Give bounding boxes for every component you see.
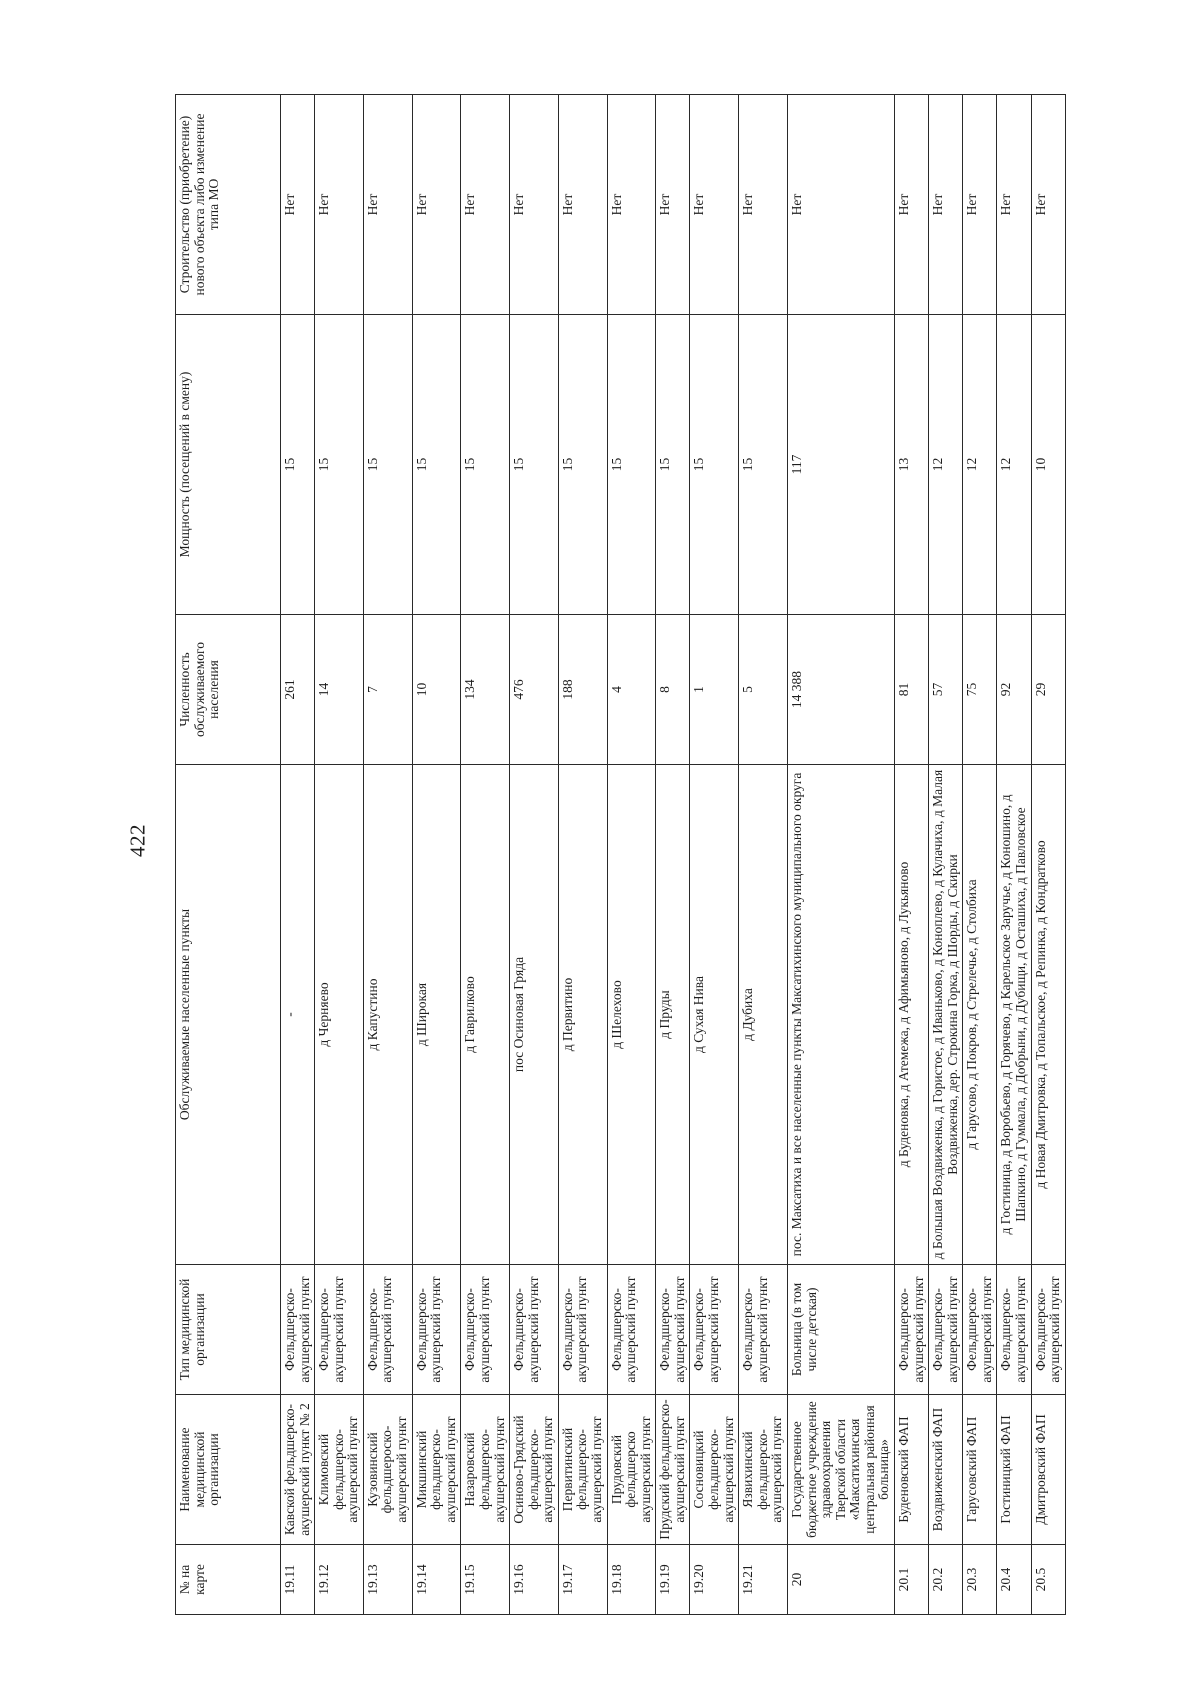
cell-construction: Нет (363, 95, 412, 315)
cell-org-name: Государственное бюджетное учреждение здравоохранения Тверской области «Максатихинская центральная районная больница» (787, 1395, 894, 1545)
cell-construction: Нет (315, 95, 364, 315)
cell-served-places: пос. Максатиха и все населенные пункты Максатихинского муниципального округа (787, 765, 894, 1265)
header-served-places: Обслуживаемые населенные пункты (176, 765, 281, 1265)
cell-capacity: 12 (997, 315, 1031, 615)
cell-population: 92 (997, 615, 1031, 765)
cell-served-places: д Первитино (558, 765, 607, 1265)
cell-construction: Нет (412, 95, 461, 315)
cell-construction: Нет (690, 95, 739, 315)
cell-org-name: Прудовский фельдшерско акушерский пункт (607, 1395, 656, 1545)
cell-org-type: Больница (в том числе детская) (787, 1265, 894, 1395)
cell-capacity: 15 (461, 315, 510, 615)
cell-construction: Нет (461, 95, 510, 315)
cell-construction: Нет (997, 95, 1031, 315)
cell-served-places: пос Осиновая Гряда (510, 765, 559, 1265)
cell-map-number: 20.3 (963, 1545, 997, 1615)
cell-org-type: Фельдшерско-акушерский пункт (607, 1265, 656, 1395)
cell-map-number: 19.19 (656, 1545, 690, 1615)
cell-capacity: 15 (281, 315, 315, 615)
header-org-name: Наименование медицинской организации (176, 1395, 281, 1545)
cell-construction: Нет (929, 95, 963, 315)
table-row (363, 95, 412, 1615)
table-row (656, 95, 690, 1615)
table-row (510, 95, 559, 1615)
cell-org-name: Сосновицкий фельдшерско-акушерский пункт (690, 1395, 739, 1545)
cell-served-places: д Широкая (412, 765, 461, 1265)
cell-capacity: 15 (739, 315, 788, 615)
cell-capacity: 15 (363, 315, 412, 615)
cell-served-places: д Буденовка, д Атемежа, д Афимьяново, д Лукьяново (894, 765, 928, 1265)
cell-capacity: 117 (787, 315, 894, 615)
cell-org-name: Кавской фельдшерско-акушерский пункт № 2 (281, 1395, 315, 1545)
cell-population: 7 (363, 615, 412, 765)
cell-map-number: 19.15 (461, 1545, 510, 1615)
cell-org-type: Фельдшерско-акушерский пункт (690, 1265, 739, 1395)
table-row (963, 95, 997, 1615)
cell-map-number: 19.14 (412, 1545, 461, 1615)
cell-served-places: д Сухая Нива (690, 765, 739, 1265)
table-row (558, 95, 607, 1615)
cell-org-type: Фельдшерско-акушерский пункт (315, 1265, 364, 1395)
table-row (739, 95, 788, 1615)
cell-org-name: Буденовский ФАП (894, 1395, 928, 1545)
cell-capacity: 12 (929, 315, 963, 615)
cell-served-places: д Гостиница, д Воробьево, д Горячево, д Карельское Заручье, д Коношино, д Шапкино, д Гуммала, д Добрыни, д Дубищи, д Осташиха, д Павловское (997, 765, 1031, 1265)
cell-served-places: д Дубиха (739, 765, 788, 1265)
cell-org-type: Фельдшерско-акушерский пункт (558, 1265, 607, 1395)
cell-org-type: Фельдшерско-акушерский пункт (739, 1265, 788, 1395)
table-row (997, 95, 1031, 1615)
table-row (607, 95, 656, 1615)
cell-population: 14 (315, 615, 364, 765)
table-row (412, 95, 461, 1615)
cell-org-type: Фельдшерско-акушерский пункт (656, 1265, 690, 1395)
cell-population: 29 (1031, 615, 1065, 765)
cell-capacity: 13 (894, 315, 928, 615)
table-row (1031, 95, 1065, 1615)
cell-map-number: 19.20 (690, 1545, 739, 1615)
cell-org-type: Фельдшерско-акушерский пункт (1031, 1265, 1065, 1395)
cell-map-number: 19.18 (607, 1545, 656, 1615)
cell-map-number: 19.11 (281, 1545, 315, 1615)
cell-org-type: Фельдшерско-акушерский пункт (963, 1265, 997, 1395)
cell-map-number: 20 (787, 1545, 894, 1615)
table-row (315, 95, 364, 1615)
cell-map-number: 19.16 (510, 1545, 559, 1615)
cell-population: 14 388 (787, 615, 894, 765)
cell-served-places: д Черняево (315, 765, 364, 1265)
cell-org-type: Фельдшерско-акушерский пункт (997, 1265, 1031, 1395)
cell-served-places: - (281, 765, 315, 1265)
cell-map-number: 20.1 (894, 1545, 928, 1615)
cell-org-name: Климовский фельдшерско-акушерский пункт (315, 1395, 364, 1545)
header-construction: Строительство (приобретение) нового объекта либо изменение типа МО (176, 95, 281, 315)
cell-org-type: Фельдшерско-акушерский пункт (929, 1265, 963, 1395)
cell-construction: Нет (894, 95, 928, 315)
cell-population: 10 (412, 615, 461, 765)
cell-map-number: 20.4 (997, 1545, 1031, 1615)
cell-served-places: д Новая Дмитровка, д Топальское, д Репинка, д Кондратково (1031, 765, 1065, 1265)
table-row (929, 95, 963, 1615)
cell-capacity: 15 (690, 315, 739, 615)
cell-population: 81 (894, 615, 928, 765)
cell-org-name: Воздвиженский ФАП (929, 1395, 963, 1545)
cell-construction: Нет (656, 95, 690, 315)
cell-capacity: 10 (1031, 315, 1065, 615)
facilities-table (175, 94, 1066, 1615)
cell-org-type: Фельдшерско-акушерский пункт (461, 1265, 510, 1395)
table-row (281, 95, 315, 1615)
cell-org-name: Язвихинский фельдшерско-акушерский пункт (739, 1395, 788, 1545)
cell-construction: Нет (607, 95, 656, 315)
cell-capacity: 12 (963, 315, 997, 615)
cell-population: 57 (929, 615, 963, 765)
cell-capacity: 15 (315, 315, 364, 615)
header-population: Численность обслуживаемого населения (176, 615, 281, 765)
cell-construction: Нет (1031, 95, 1065, 315)
cell-org-name: Первитинский фельдшерско-акушерский пункт (558, 1395, 607, 1545)
cell-org-type: Фельдшерско-акушерский пункт (894, 1265, 928, 1395)
header-map-number: № на карте (176, 1545, 281, 1615)
page-number: 422 (125, 824, 150, 857)
cell-org-name: Кузовинский фельдшероско-акушерский пункт (363, 1395, 412, 1545)
cell-population: 134 (461, 615, 510, 765)
cell-org-type: Фельдшерско-акушерский пункт (363, 1265, 412, 1395)
cell-served-places: д Пруды (656, 765, 690, 1265)
cell-population: 188 (558, 615, 607, 765)
cell-capacity: 15 (510, 315, 559, 615)
cell-construction: Нет (558, 95, 607, 315)
cell-served-places: д Гарусово, д Покров, д Стрелечье, д Столбиха (963, 765, 997, 1265)
cell-population: 1 (690, 615, 739, 765)
table-header-row (176, 95, 281, 1615)
cell-org-name: Назаровский фельдшерско-акушерский пункт (461, 1395, 510, 1545)
rotated-table-container (175, 95, 1063, 1615)
cell-org-name: Прудский фельдшерско-акушерский пункт (656, 1395, 690, 1545)
cell-population: 5 (739, 615, 788, 765)
cell-org-type: Фельдшерско-акушерский пункт (510, 1265, 559, 1395)
table-row (894, 95, 928, 1615)
header-org-type: Тип медицинской организации (176, 1265, 281, 1395)
cell-construction: Нет (787, 95, 894, 315)
cell-capacity: 15 (656, 315, 690, 615)
cell-org-type: Фельдшерско-акушерский пункт (412, 1265, 461, 1395)
cell-map-number: 20.2 (929, 1545, 963, 1615)
cell-capacity: 15 (412, 315, 461, 615)
cell-construction: Нет (281, 95, 315, 315)
cell-construction: Нет (963, 95, 997, 315)
cell-served-places: д Шелехово (607, 765, 656, 1265)
cell-org-type: Фельдшерско-акушерский пункт (281, 1265, 315, 1395)
cell-org-name: Гарусовский ФАП (963, 1395, 997, 1545)
header-capacity: Мощность (посещений в смену) (176, 315, 281, 615)
cell-org-name: Осиново-Грядский фельдшерско-акушерский пункт (510, 1395, 559, 1545)
cell-population: 75 (963, 615, 997, 765)
cell-org-name: Гостиницкий ФАП (997, 1395, 1031, 1545)
cell-construction: Нет (510, 95, 559, 315)
cell-served-places: д Большая Воздвиженка, д Гористое, д Иваньково, д Коноплево, д Кулачиха, д Малая Воздвиженка, дер. Строкина Горка, д Шорды, д Скирки (929, 765, 963, 1265)
cell-map-number: 20.5 (1031, 1545, 1065, 1615)
cell-capacity: 15 (607, 315, 656, 615)
cell-org-name: Дмитровский ФАП (1031, 1395, 1065, 1545)
cell-population: 261 (281, 615, 315, 765)
cell-org-name: Микшинский фельдшерско-акушерский пункт (412, 1395, 461, 1545)
table-row (787, 95, 894, 1615)
cell-capacity: 15 (558, 315, 607, 615)
cell-map-number: 19.21 (739, 1545, 788, 1615)
cell-construction: Нет (739, 95, 788, 315)
table-row (461, 95, 510, 1615)
cell-population: 8 (656, 615, 690, 765)
cell-served-places: д Капустино (363, 765, 412, 1265)
cell-map-number: 19.12 (315, 1545, 364, 1615)
cell-map-number: 19.13 (363, 1545, 412, 1615)
cell-population: 476 (510, 615, 559, 765)
table-row (690, 95, 739, 1615)
cell-map-number: 19.17 (558, 1545, 607, 1615)
cell-served-places: д Гаврилково (461, 765, 510, 1265)
cell-population: 4 (607, 615, 656, 765)
